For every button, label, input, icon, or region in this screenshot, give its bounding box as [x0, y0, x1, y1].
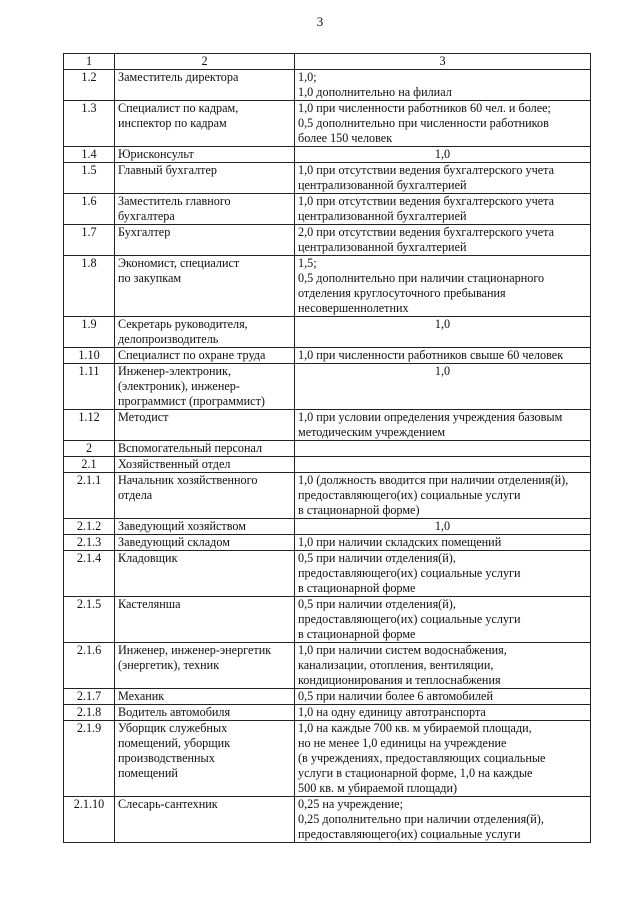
row-number: 1.4 [64, 147, 115, 163]
position-line: Водитель автомобиля [118, 705, 231, 719]
position-line: помещений, уборщик [118, 736, 231, 750]
header-col-3: 3 [295, 54, 591, 70]
staffing-norm [295, 457, 591, 473]
norm-line: 1,0 при наличии складских помещений [298, 535, 502, 549]
staffing-norm [295, 441, 591, 457]
position-title [115, 519, 295, 535]
row-number: 2.1.9 [64, 721, 115, 797]
table-row [64, 256, 591, 317]
position-line: Секретарь руководителя, [118, 317, 248, 331]
table-row [64, 597, 591, 643]
position-title [115, 101, 295, 147]
table-row [64, 410, 591, 441]
row-number: 1.5 [64, 163, 115, 194]
position-line: инспектор по кадрам [118, 116, 227, 130]
table-row [64, 457, 591, 473]
position-title [115, 721, 295, 797]
table-row [64, 225, 591, 256]
staffing-norm [295, 364, 591, 410]
staffing-norm [295, 643, 591, 689]
norm-line: кондиционирования и теплоснабжения [298, 673, 501, 687]
position-title [115, 551, 295, 597]
norm-line: 0,25 на учреждение; [298, 797, 403, 811]
norm-line: 1,0 при условии определения учреждения базовым [298, 410, 563, 424]
table-row [64, 441, 591, 457]
staffing-norm [295, 689, 591, 705]
norm-line: 1,0 при отсутствии ведения бухгалтерского учета [298, 194, 555, 208]
row-number: 2.1.1 [64, 473, 115, 519]
position-line: по закупкам [118, 271, 182, 285]
table-header-row [64, 54, 591, 70]
position-line: Механик [118, 689, 165, 703]
norm-line: 1,0 (должность вводится при наличии отделения(й), [298, 473, 569, 487]
norm-line: предоставляющего(их) социальные услуги [298, 566, 521, 580]
staffing-norm [295, 551, 591, 597]
position-line: Уборщик служебных [118, 721, 228, 735]
staffing-norm [295, 101, 591, 147]
staffing-norm [295, 70, 591, 101]
norm-line: 0,25 дополнительно при наличии отделения(й), [298, 812, 544, 826]
table-row [64, 705, 591, 721]
position-title [115, 705, 295, 721]
position-title [115, 597, 295, 643]
staffing-norm [295, 348, 591, 364]
staffing-norm [295, 410, 591, 441]
position-line: помещений [118, 766, 178, 780]
staffing-norms-table [63, 53, 591, 843]
staffing-norm [295, 147, 591, 163]
norm-line: несовершеннолетних [298, 301, 409, 315]
row-number: 2.1 [64, 457, 115, 473]
table-row [64, 348, 591, 364]
row-number: 1.6 [64, 194, 115, 225]
table-row [64, 519, 591, 535]
norm-line: более 150 человек [298, 131, 393, 145]
norm-line: в стационарной форме [298, 581, 416, 595]
table-row [64, 194, 591, 225]
position-title [115, 364, 295, 410]
staffing-norm [295, 721, 591, 797]
staffing-norm [295, 194, 591, 225]
norm-line: 0,5 при наличии отделения(й), [298, 551, 456, 565]
row-number: 1.10 [64, 348, 115, 364]
position-title [115, 473, 295, 519]
table-row [64, 551, 591, 597]
norm-line: методическим учреждением [298, 425, 446, 439]
norm-line: канализации, отопления, вентиляции, [298, 658, 494, 672]
table-row [64, 147, 591, 163]
position-line: Заведующий складом [118, 535, 230, 549]
position-line: программист (программист) [118, 394, 265, 408]
norm-line: но не менее 1,0 единицы на учреждение [298, 736, 507, 750]
row-number: 1.12 [64, 410, 115, 441]
staffing-norm [295, 535, 591, 551]
norm-line: 1,0 на каждые 700 кв. м убираемой площади, [298, 721, 532, 735]
table-row [64, 101, 591, 147]
norm-line: 0,5 при наличии отделения(й), [298, 597, 456, 611]
position-line: Начальник хозяйственного [118, 473, 258, 487]
position-title [115, 441, 295, 457]
row-number: 1.8 [64, 256, 115, 317]
position-line: Кладовщик [118, 551, 178, 565]
position-title [115, 147, 295, 163]
norm-line: (в учреждениях, предоставляющих социальные [298, 751, 546, 765]
position-title [115, 256, 295, 317]
position-title [115, 410, 295, 441]
position-title [115, 70, 295, 101]
row-number: 2 [64, 441, 115, 457]
norm-line: 1,5; [298, 256, 317, 270]
table-row [64, 70, 591, 101]
norm-line: предоставляющего(их) социальные услуги [298, 827, 521, 841]
position-line: Хозяйственный отдел [118, 457, 231, 471]
position-line: Методист [118, 410, 169, 424]
row-number: 2.1.2 [64, 519, 115, 535]
position-line: (электроник), инженер- [118, 379, 240, 393]
norm-line: 0,5 дополнительно при численности работников [298, 116, 549, 130]
position-line: Экономист, специалист [118, 256, 240, 270]
row-number: 2.1.10 [64, 797, 115, 843]
row-number: 1.2 [64, 70, 115, 101]
position-title [115, 535, 295, 551]
position-line: отдела [118, 488, 153, 502]
norm-line: в стационарной форме [298, 627, 416, 641]
position-line: Слесарь-сантехник [118, 797, 218, 811]
norm-line: 2,0 при отсутствии ведения бухгалтерского учета [298, 225, 555, 239]
position-line: Заместитель директора [118, 70, 239, 84]
position-line: Специалист по охране труда [118, 348, 266, 362]
position-title [115, 163, 295, 194]
norm-line: централизованной бухгалтерией [298, 240, 467, 254]
staffing-norm [295, 519, 591, 535]
row-number: 1.9 [64, 317, 115, 348]
position-line: Инженер, инженер-энергетик [118, 643, 272, 657]
row-number: 2.1.4 [64, 551, 115, 597]
row-number: 2.1.5 [64, 597, 115, 643]
table-row [64, 797, 591, 843]
header-col-1: 1 [64, 54, 115, 70]
row-number: 2.1.6 [64, 643, 115, 689]
table-row [64, 364, 591, 410]
norm-line: централизованной бухгалтерией [298, 178, 467, 192]
row-number: 2.1.3 [64, 535, 115, 551]
page-number: 3 [316, 14, 324, 29]
table-row [64, 317, 591, 348]
norm-line: 1,0 на одну единицу автотранспорта [298, 705, 486, 719]
position-title [115, 797, 295, 843]
staffing-norm [295, 597, 591, 643]
position-line: Инженер-электроник, [118, 364, 232, 378]
position-line: Заведующий хозяйством [118, 519, 246, 533]
position-title [115, 194, 295, 225]
norm-line: в стационарной форме) [298, 503, 420, 517]
table-row [64, 535, 591, 551]
position-line: Кастелянша [118, 597, 181, 611]
staffing-norm [295, 473, 591, 519]
norm-line: 0,5 дополнительно при наличии стационарного [298, 271, 545, 285]
norm-line: 0,5 при наличии более 6 автомобилей [298, 689, 493, 703]
norm-line: отделения круглосуточного пребывания [298, 286, 506, 300]
row-number: 2.1.8 [64, 705, 115, 721]
row-number: 2.1.7 [64, 689, 115, 705]
position-line: Бухгалтер [118, 225, 171, 239]
position-line: Заместитель главного [118, 194, 231, 208]
position-line: производственных [118, 751, 215, 765]
norm-line: 1,0 [434, 147, 451, 161]
position-line: Вспомогательный персонал [118, 441, 263, 455]
position-title [115, 317, 295, 348]
header-col-2: 2 [115, 54, 295, 70]
position-line: бухгалтера [118, 209, 175, 223]
norm-line: предоставляющего(их) социальные услуги [298, 612, 521, 626]
norm-line: 1,0 при отсутствии ведения бухгалтерского учета [298, 163, 555, 177]
position-line: Юрисконсульт [118, 147, 194, 161]
staffing-norm [295, 317, 591, 348]
staffing-norm [295, 163, 591, 194]
norm-line: 1,0 дополнительно на филиал [298, 85, 452, 99]
norm-line: 1,0; [298, 70, 317, 84]
position-title [115, 689, 295, 705]
position-line: (энергетик), техник [118, 658, 220, 672]
norm-line: 1,0 при численности работников 60 чел. и более; [298, 101, 551, 115]
norm-line: централизованной бухгалтерией [298, 209, 467, 223]
norm-line: 1,0 при численности работников свыше 60 человек [298, 348, 564, 362]
table-row [64, 721, 591, 797]
position-line: Главный бухгалтер [118, 163, 218, 177]
position-title [115, 225, 295, 256]
norm-line: 1,0 [434, 364, 451, 378]
table-row [64, 163, 591, 194]
norm-line: 500 кв. м убираемой площади) [298, 781, 458, 795]
position-title [115, 643, 295, 689]
row-number: 1.11 [64, 364, 115, 410]
position-title [115, 348, 295, 364]
table-row [64, 643, 591, 689]
table-row [64, 473, 591, 519]
position-line: Специалист по кадрам, [118, 101, 239, 115]
staffing-norm [295, 225, 591, 256]
staffing-norm [295, 256, 591, 317]
staffing-norm [295, 797, 591, 843]
norm-line: 1,0 [434, 317, 451, 331]
table-row [64, 689, 591, 705]
position-title [115, 457, 295, 473]
row-number: 1.7 [64, 225, 115, 256]
position-line: делопроизводитель [118, 332, 219, 346]
norm-line: 1,0 при наличии систем водоснабжения, [298, 643, 507, 657]
norm-line: предоставляющего(их) социальные услуги [298, 488, 521, 502]
norm-line: услуги в стационарной форме, 1,0 на каждые [298, 766, 533, 780]
staffing-norm [295, 705, 591, 721]
row-number: 1.3 [64, 101, 115, 147]
norm-line: 1,0 [434, 519, 451, 533]
